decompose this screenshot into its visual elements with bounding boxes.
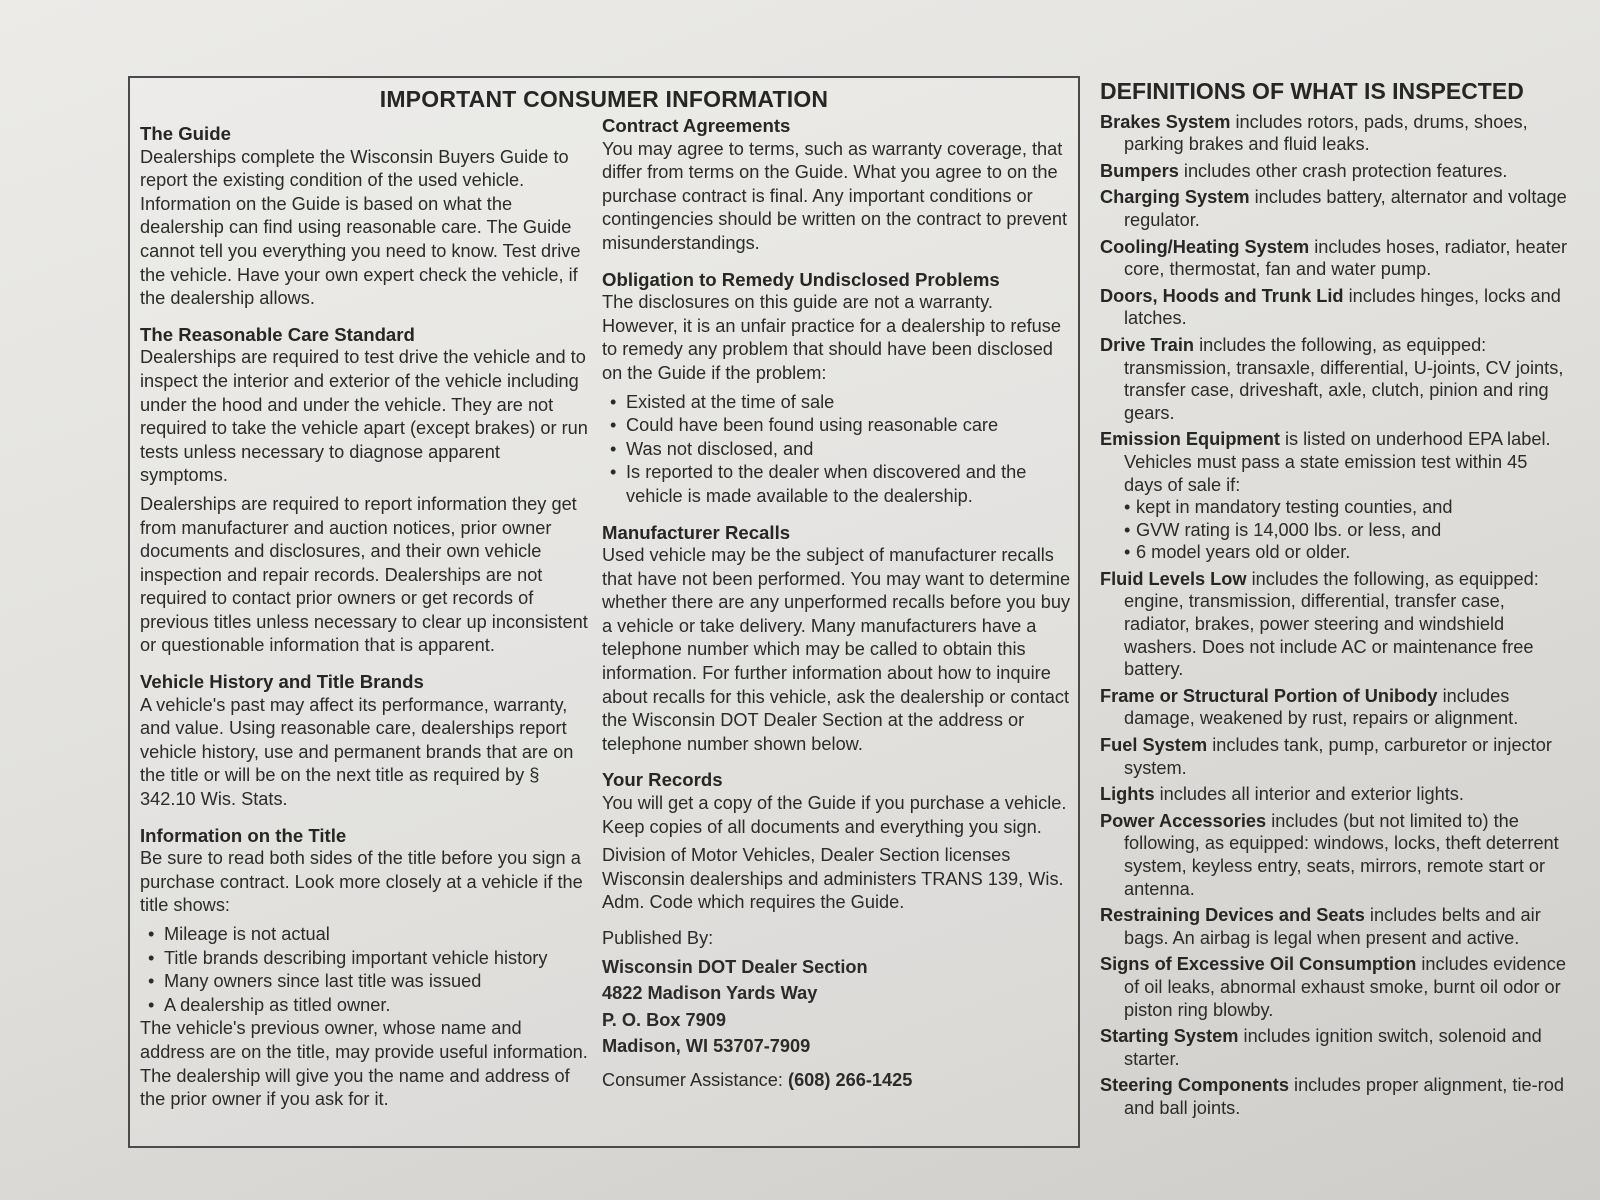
assistance-phone: (608) 266-1425 bbox=[788, 1069, 913, 1090]
middle-column bbox=[602, 114, 1072, 1098]
definition-item bbox=[1100, 904, 1570, 949]
definition-item bbox=[1100, 186, 1570, 231]
definition-term: Frame or Structural Portion of Unibody bbox=[1100, 685, 1438, 706]
definitions-panel bbox=[1100, 80, 1570, 1124]
definition-item bbox=[1100, 236, 1570, 281]
publisher-name: Wisconsin DOT Dealer Section bbox=[602, 956, 868, 977]
definition-term: Restraining Devices and Seats bbox=[1100, 905, 1365, 926]
definition-item bbox=[1100, 685, 1570, 730]
bullet-item: • Could have been found using reasonable care bbox=[602, 414, 1072, 438]
info-section bbox=[602, 521, 1072, 757]
definition-term: Lights bbox=[1100, 784, 1155, 805]
definition-text: includes tank, pump, carburetor or injector system. bbox=[1124, 735, 1552, 778]
info-section bbox=[140, 824, 590, 1112]
section-heading: Manufacturer Recalls bbox=[602, 521, 791, 543]
info-section bbox=[140, 323, 590, 658]
publisher-pobox: P. O. Box 7909 bbox=[602, 1009, 727, 1030]
section-heading: Your Records bbox=[602, 769, 723, 791]
section-paragraph: The vehicle's previous owner, whose name and address are on the title, may provide useful information. The dealership will give you the name and address of the prior owner if you ask for it. bbox=[140, 1018, 588, 1110]
section-heading: Information on the Title bbox=[140, 824, 347, 846]
definition-item bbox=[1100, 783, 1570, 806]
assistance-label: Consumer Assistance: bbox=[602, 1069, 783, 1090]
definition-item bbox=[1100, 334, 1570, 424]
definition-term: Steering Components bbox=[1100, 1075, 1289, 1096]
definition-text: is listed on underhood EPA label. Vehicles must pass a state emission test within 45 days of sale if: bbox=[1124, 429, 1551, 495]
definition-term: Emission Equipment bbox=[1100, 429, 1280, 450]
publisher-city: Madison, WI 53707-7909 bbox=[602, 1036, 811, 1057]
definition-item bbox=[1100, 1074, 1570, 1119]
left-column bbox=[140, 122, 590, 1124]
definition-term: Signs of Excessive Oil Consumption bbox=[1100, 954, 1417, 975]
consumer-info-title: IMPORTANT CONSUMER INFORMATION bbox=[379, 86, 829, 112]
info-section bbox=[602, 114, 1072, 256]
definition-term: Brakes System bbox=[1100, 111, 1231, 132]
section-heading: Obligation to Remedy Undisclosed Problems bbox=[602, 268, 1000, 290]
bullet-item: • A dealership as titled owner. bbox=[140, 994, 590, 1018]
bullet-item: • Mileage is not actual bbox=[140, 923, 590, 947]
section-paragraph: Dealerships complete the Wisconsin Buyers Guide to report the existing condition of the used vehicle. Information on the Guide is based on what the dealership can find using reasonable care. The Guide cannot tell you everything you need to know. Test drive the vehicle. Have your own expert check the vehicle, if the dealership allows. bbox=[140, 146, 581, 309]
definition-text: includes the following, as equipped: transmission, transaxle, differential, U-joints, CV joints, transfer case, driveshaft, axle, clutch, pinion and ring gears. bbox=[1124, 334, 1564, 423]
section-paragraph: Used vehicle may be the subject of manufacturer recalls that have not been performed. You may want to determine whether there are any unperformed recalls before you buy a vehicle or take delivery. Many manufacturers have a telephone number which may be called to obtain this information. For further information about how to inquire about recalls for this vehicle, ask the dealership or contact the Wisconsin DOT Dealer Section at the address or telephone number shown below. bbox=[602, 545, 1071, 754]
info-section bbox=[602, 268, 1072, 509]
definition-item bbox=[1100, 1025, 1570, 1070]
section-paragraph: Dealerships are required to test drive the vehicle and to inspect the interior and exterior of the vehicle including under the hood and under the vehicle. They are not required to take the vehicle apart (except brakes) or run tests unless necessary to diagnose apparent symptoms. bbox=[140, 347, 588, 486]
bullet-item: • Existed at the time of sale bbox=[602, 391, 1072, 415]
consumer-assistance bbox=[602, 1069, 1072, 1093]
publisher-street: 4822 Madison Yards Way bbox=[602, 983, 818, 1004]
definition-term: Bumpers bbox=[1100, 160, 1179, 181]
definition-item bbox=[1100, 568, 1570, 681]
section-heading: Contract Agreements bbox=[602, 115, 791, 136]
definition-text: includes other crash protection features. bbox=[1183, 160, 1508, 181]
definition-item bbox=[1100, 160, 1570, 183]
definition-bullet: • GVW rating is 14,000 lbs. or less, and bbox=[1124, 519, 1570, 542]
definition-bullet: • 6 model years old or older. bbox=[1124, 541, 1570, 564]
section-paragraph: Dealerships are required to report information they get from manufacturer and auction notices, prior owner documents and disclosures, and their own vehicle inspection and repair records. Dealerships are not required to contact prior owners or get records of previous titles unless necessary to clear up inconsistent or questionable information that is apparent. bbox=[140, 493, 588, 656]
section-paragraph: Division of Motor Vehicles, Dealer Section licenses Wisconsin dealerships and administers TRANS 139, Wis. Adm. Code which requires the Guide. bbox=[602, 845, 1064, 913]
definition-term: Starting System bbox=[1100, 1026, 1239, 1047]
definition-bullet: • kept in mandatory testing counties, and bbox=[1124, 496, 1570, 519]
definition-text: includes battery, alternator and voltage regulator. bbox=[1124, 187, 1567, 230]
bullet-list bbox=[140, 923, 590, 1017]
section-paragraph: Be sure to read both sides of the title before you sign a purchase contract. Look more closely at a vehicle if the title shows: bbox=[140, 848, 583, 916]
definition-term: Power Accessories bbox=[1100, 810, 1267, 831]
published-by-label: Published By: bbox=[602, 928, 714, 948]
definition-item bbox=[1100, 285, 1570, 330]
section-heading: The Reasonable Care Standard bbox=[140, 323, 415, 345]
info-section bbox=[140, 670, 590, 812]
definition-term: Charging System bbox=[1100, 187, 1250, 208]
info-section bbox=[140, 122, 590, 311]
definition-bullets bbox=[1124, 496, 1570, 564]
definition-text: includes ignition switch, solenoid and starter. bbox=[1124, 1026, 1542, 1069]
bullet-item: • Title brands describing important vehicle history bbox=[140, 947, 590, 971]
definition-text: includes proper alignment, tie-rod and ball joints. bbox=[1124, 1075, 1564, 1118]
section-heading: The Guide bbox=[140, 123, 231, 144]
section-paragraph: The disclosures on this guide are not a warranty. However, it is an unfair practice for a dealership to refuse to remedy any problem that should have been disclosed on the Guide if the problem: bbox=[602, 292, 1061, 383]
section-paragraph: A vehicle's past may affect its performance, warranty, and value. Using reasonable care, dealerships report vehicle history, use and permanent brands that are on the title or will be on the next title as required by § 342.10 Wis. Stats. bbox=[140, 694, 574, 810]
bullet-item: • Was not disclosed, and bbox=[602, 438, 1072, 462]
section-paragraph: You may agree to terms, such as warranty coverage, that differ from terms on the Guide. What you agree to on the purchase contract is final. Any important conditions or contingencies should be written on the contract to prevent misunderstandings. bbox=[602, 138, 1068, 253]
definition-item bbox=[1100, 428, 1570, 564]
bullet-item: • Is reported to the dealer when discovered and the vehicle is made available to the dealership. bbox=[602, 461, 1072, 508]
definition-text: includes hoses, radiator, heater core, thermostat, fan and water pump. bbox=[1124, 236, 1568, 280]
definition-item bbox=[1100, 810, 1570, 900]
consumer-info-box bbox=[128, 76, 1080, 1148]
definition-text: includes belts and air bags. An airbag is legal when present and active. bbox=[1124, 905, 1541, 948]
section-paragraph: You will get a copy of the Guide if you purchase a vehicle. Keep copies of all documents and everything you sign. bbox=[602, 793, 1067, 837]
definition-term: Doors, Hoods and Trunk Lid bbox=[1100, 285, 1344, 306]
definition-text: includes the following, as equipped: engine, transmission, differential, transfer case, radiator, brakes, power steering and windshield washers. Does not include AC or maintenance free battery. bbox=[1124, 568, 1539, 680]
definition-text: includes hinges, locks and latches. bbox=[1124, 285, 1561, 329]
publisher-block bbox=[602, 927, 1072, 1093]
section-heading: Vehicle History and Title Brands bbox=[140, 671, 424, 693]
definition-text: includes all interior and exterior lights. bbox=[1159, 784, 1464, 805]
definition-text: includes damage, weakened by rust, repairs or alignment. bbox=[1124, 685, 1519, 729]
definition-term: Cooling/Heating System bbox=[1100, 236, 1310, 257]
definition-term: Fluid Levels Low bbox=[1100, 568, 1247, 589]
definition-item bbox=[1100, 734, 1570, 779]
definition-text: includes evidence of oil leaks, abnormal exhaust smoke, burnt oil odor or piston ring blowby. bbox=[1124, 954, 1566, 1020]
definitions-list bbox=[1100, 111, 1570, 1120]
info-section bbox=[602, 768, 1072, 915]
definitions-title: DEFINITIONS OF WHAT IS INSPECTED bbox=[1100, 78, 1524, 104]
definition-term: Fuel System bbox=[1100, 735, 1208, 756]
definition-text: includes rotors, pads, drums, shoes, parking brakes and fluid leaks. bbox=[1124, 111, 1528, 155]
definition-item bbox=[1100, 111, 1570, 156]
bullet-list bbox=[602, 391, 1072, 509]
definition-text: includes (but not limited to) the following, as equipped: windows, locks, theft deterrent system, keyless entry, seats, mirrors, remote start or antenna. bbox=[1124, 810, 1559, 899]
bullet-item: • Many owners since last title was issued bbox=[140, 970, 590, 994]
definition-term: Drive Train bbox=[1100, 334, 1195, 355]
definition-item bbox=[1100, 953, 1570, 1021]
